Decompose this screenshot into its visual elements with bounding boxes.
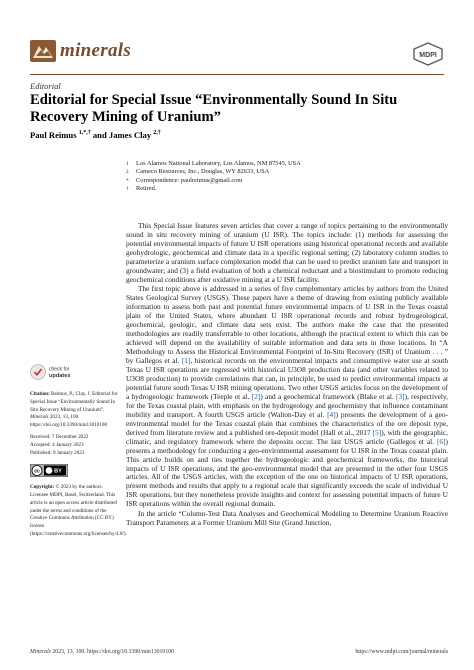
affiliation-text: Los Alamos National Laboratory, Los Alamos, NM 87545, USA [136,160,301,167]
article-body [126,222,448,528]
svg-text:cc: cc [34,468,40,475]
affiliation-mark: * [126,177,129,184]
article-info-sidebar [30,391,127,539]
citation-journal: Minerals [30,414,49,421]
author-affiliation-marks: 1,*,† [78,130,91,137]
reference-link[interactable]: [5] [372,427,382,437]
accepted-date: Accepted: 4 January 2023 [30,441,84,448]
body-paragraph: In the article “Column-Test Data Analyses and Geochemical Modeling to Determine Uranium Reactive Transport Parameters at a Former Uranium Mill Site (Grand Junction, [126,509,448,528]
mdpi-logo [412,42,444,66]
citation-label: Citation: [30,391,50,397]
svg-text:updates: updates [49,373,71,379]
header-rule [30,74,444,75]
citation-text: Reimus, P.; Clay, J. Editorial for Special Issue “Environmentally Sound In Situ Recovery Mining of Uranium”. [30,391,118,413]
svg-text:BY: BY [54,468,62,475]
reference-link[interactable]: [6] [436,436,446,446]
journal-name: minerals [60,40,132,61]
footer-journal: Minerals [30,649,51,655]
copyright-text: © 2023 by the authors. Licensee MDPI, Basel, Switzerland. This article is an open access article distributed under the terms and conditions of the Creative Commons Attribution (CC BY) license (https://creativecommons.org/licenses/by/4.0/). [30,484,127,537]
reference-link[interactable]: [4] [327,409,336,419]
affiliation-text: Cameco Resources, Inc., Douglas, WY 82633, USA [136,168,270,176]
author-name[interactable]: Paul Reimus [30,130,77,140]
svg-text:MDPI: MDPI [419,52,437,59]
citation-block [30,391,122,430]
reference-link[interactable]: [3] [396,391,405,401]
footer-doi[interactable]: 2023, 13, 100. https://doi.org/10.3390/min13010100 [52,649,175,655]
affiliation-item [126,177,436,185]
copyright-block [30,484,127,539]
correspondence-text: Correspondence: paulreimus@gmail.com [136,176,243,184]
affiliation-mark: 2 [126,169,129,176]
article-title: Editorial for Special Issue “Environmentally Sound In Situ Recovery Mining of Uranium” [30,92,398,125]
affiliation-text: Retired. [136,185,157,193]
reference-link[interactable]: [2] [251,391,261,401]
author-affiliation-marks: 2,† [153,130,161,137]
affiliation-mark: 1 [126,161,129,167]
author-list [30,130,161,140]
received-date: Received: 7 December 2022 [30,433,89,440]
footer-journal-url[interactable]: https://www.mdpi.com/journal/minerals [355,649,448,655]
affiliation-item [126,185,436,193]
cc-by-license-icon[interactable] [30,464,68,477]
author-name[interactable]: James Clay [108,130,152,140]
svg-text:check for: check for [49,366,70,373]
check-for-updates-badge[interactable] [30,362,90,382]
affiliation-mark: † [126,186,129,193]
copyright-label: Copyright: [30,484,55,491]
affiliation-item [126,168,436,176]
body-paragraph: This Special Issue features seven articles that cover a range of topics pertaining to the environmentally sound in situ recovery mining of uranium (U ISR). The topics include: (1) methods for assessing the potential environmental impacts of future U ISR operations using historical operational records and available geohydrologic, geochemical and climate data in a specific regional setting; (2) laboratory column studies to parameterize a uranium surface complexation model that can be used to predict uranium fate and transport in groundwater; and (3) a field evaluation of both a chemical reductant and a biostimulant to promote reducing geochemical conditions after oxidative mining at a U ISR facility. [126,221,448,284]
journal-logo-icon [30,40,56,62]
citation-doi-link[interactable]: 2023, 13, 100. https://doi.org/10.3390/min13010100 [30,414,108,429]
affiliations [126,160,436,194]
footer-citation [30,649,174,655]
article-type: Editorial [30,81,61,91]
reference-link[interactable]: [1] [181,356,191,366]
author-separator: and [92,130,107,140]
body-paragraph: The first topic above is addressed in a series of five complementary articles by authors from the United States Geological Survey (USGS). These papers have a theme of drawing from existing publicly available information to assess both past and potential future environmental impacts of U ISR in the Texas coastal plain of the United States, where abundant U ISR operational records and robust hydrogeological, geochemical, geologic, and climate data sets exist. The authors make the case that the presented methodologies are readily transferrable to other locations, although the practical extent to which this can be achieved will depend on the availability of suitable information and data sets in those locations. In “A Methodology to Assess the Historical Environmental Footprint of In-Situ Recovery (ISR) of Uranium . . . ” by Gallegos et al. [1], historical records on the environmental impacts and consumptive water use at south Texas U ISR operations are regressed with historical U3O8 production data (and other variables related to U3O8 production) to provide correlations that can, in principle, be used to predict environmental impacts at potential future south Texas U ISR mining operations. Two other USGS articles focus on the development of a hydrogeologic framework (Teeple et al. [2]) and a geochemical framework (Blake et al. [3]), respectively, for the Texas coastal plain, with emphasis on the hydrogeology and geochemistry that influence contaminant mobility and transport. A fourth USGS article (Walton-Day et al. [4]) presents the development of a geo-environmental model for the Texas coastal plain that combines the characteristics of the ore deposit type, derived from literature review and a published ore-deposit model (Hall et al., 2017 [5]), with the geographic, climatic, and regulatory framework where the deposits occur. The last USGS article (Gallegos et al. [6]) presents a methodology for conducting a geo-environmental assessment for U ISR in the Texas coastal plain. This article builds on and ties together the hydrogeologic and geochemical frameworks, the historical impacts of U ISR operations, and the geo-environmental model that are presented in the other four USGS articles. All of the USGS articles, with the exception of the one on historical impacts of U ISR operations, present methods and results that apply to a regional scale that significantly exceeds the scale of individual U ISR operations, but they nonetheless provide insights and context for assessing potential impacts of future U ISR operations within the overall regional domain. [126,284,448,509]
published-date: Published: 9 January 2023 [30,449,85,456]
affiliation-item [126,160,436,168]
